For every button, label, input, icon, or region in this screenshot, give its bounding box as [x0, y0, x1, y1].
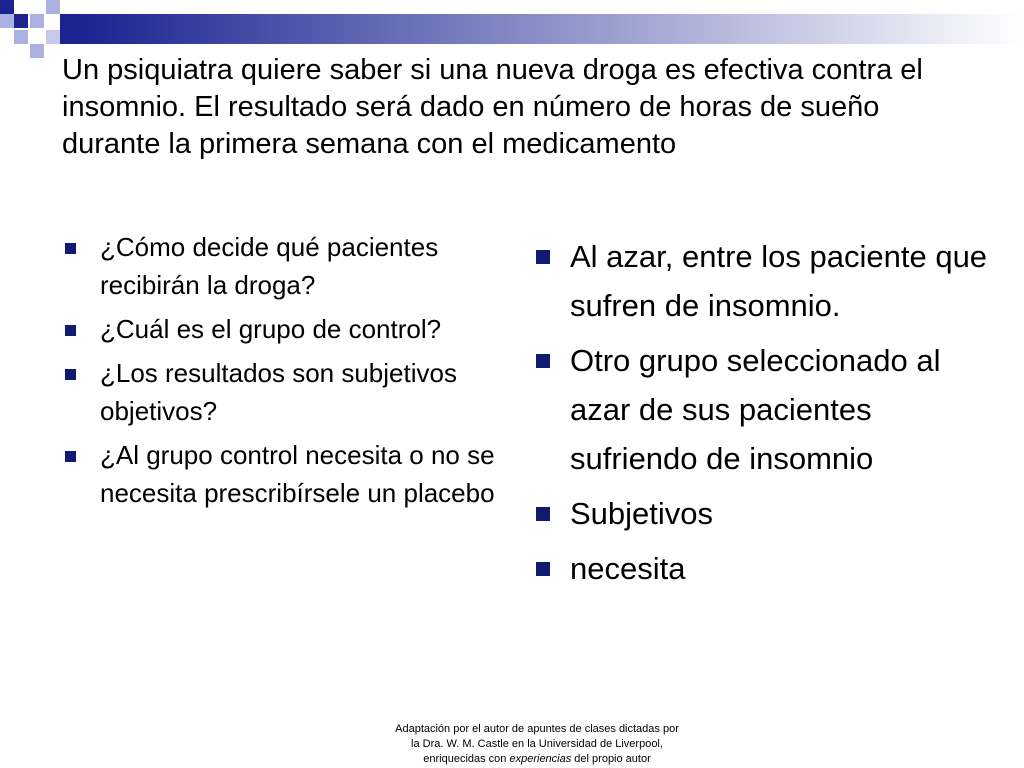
- square-bullet-icon: [65, 243, 76, 254]
- footer-text: del propio autor: [571, 753, 651, 765]
- answer-text: necesita: [570, 551, 686, 586]
- square-bullet-icon: [65, 325, 76, 336]
- deco-square: [14, 14, 28, 28]
- question-text: ¿Los resultados son subjetivos objetivos?: [100, 358, 457, 426]
- answer-text: Otro grupo seleccionado al azar de sus pacientes sufriendo de insomnio: [570, 343, 941, 476]
- question-item: [62, 354, 502, 430]
- footer-italic-text: experiencias: [509, 753, 572, 765]
- header-gradient-bar: [78, 14, 1024, 44]
- question-list: [62, 228, 502, 518]
- square-bullet-icon: [65, 369, 76, 380]
- header-decoration: [0, 0, 1024, 60]
- question-text: ¿Cómo decide qué pacientes recibirán la droga?: [100, 232, 439, 300]
- footer-credit: [337, 722, 737, 767]
- answer-item: [533, 489, 1003, 538]
- answer-item: [533, 544, 1003, 593]
- square-bullet-icon: [536, 507, 550, 521]
- question-text: ¿Cuál es el grupo de control?: [100, 314, 442, 344]
- deco-square: [60, 14, 78, 44]
- question-text: ¿Al grupo control necesita o no se necesita prescribírsele un placebo: [100, 440, 495, 508]
- footer-line: la Dra. W. M. Castle en la Universidad de Liverpool,: [411, 738, 663, 750]
- answer-text: Subjetivos: [570, 496, 714, 531]
- deco-square: [14, 30, 28, 44]
- deco-square: [30, 14, 44, 28]
- footer-line: [337, 752, 737, 767]
- question-item: [62, 436, 502, 512]
- square-bullet-icon: [536, 250, 550, 264]
- square-bullet-icon: [536, 354, 550, 368]
- square-bullet-icon: [536, 562, 550, 576]
- question-item: [62, 228, 502, 304]
- answer-item: [533, 232, 1003, 330]
- slide-title: Un psiquiatra quiere saber si una nueva droga es efectiva contra el insomnio. El resultado será dado en número de horas de sueño durante la primera semana con el medicamento: [62, 54, 923, 160]
- answer-list: [533, 232, 1003, 599]
- deco-square: [0, 14, 14, 28]
- question-item: [62, 310, 502, 348]
- deco-square: [30, 44, 44, 58]
- answer-item: [533, 336, 1003, 483]
- deco-square: [0, 0, 14, 14]
- deco-square: [46, 30, 60, 44]
- answer-text: Al azar, entre los paciente que sufren de insomnio.: [570, 239, 988, 323]
- square-bullet-icon: [65, 451, 76, 462]
- deco-square: [46, 0, 60, 14]
- footer-line: Adaptación por el autor de apuntes de clases dictadas por: [395, 723, 679, 735]
- footer-text: enriquecidas con: [423, 753, 510, 765]
